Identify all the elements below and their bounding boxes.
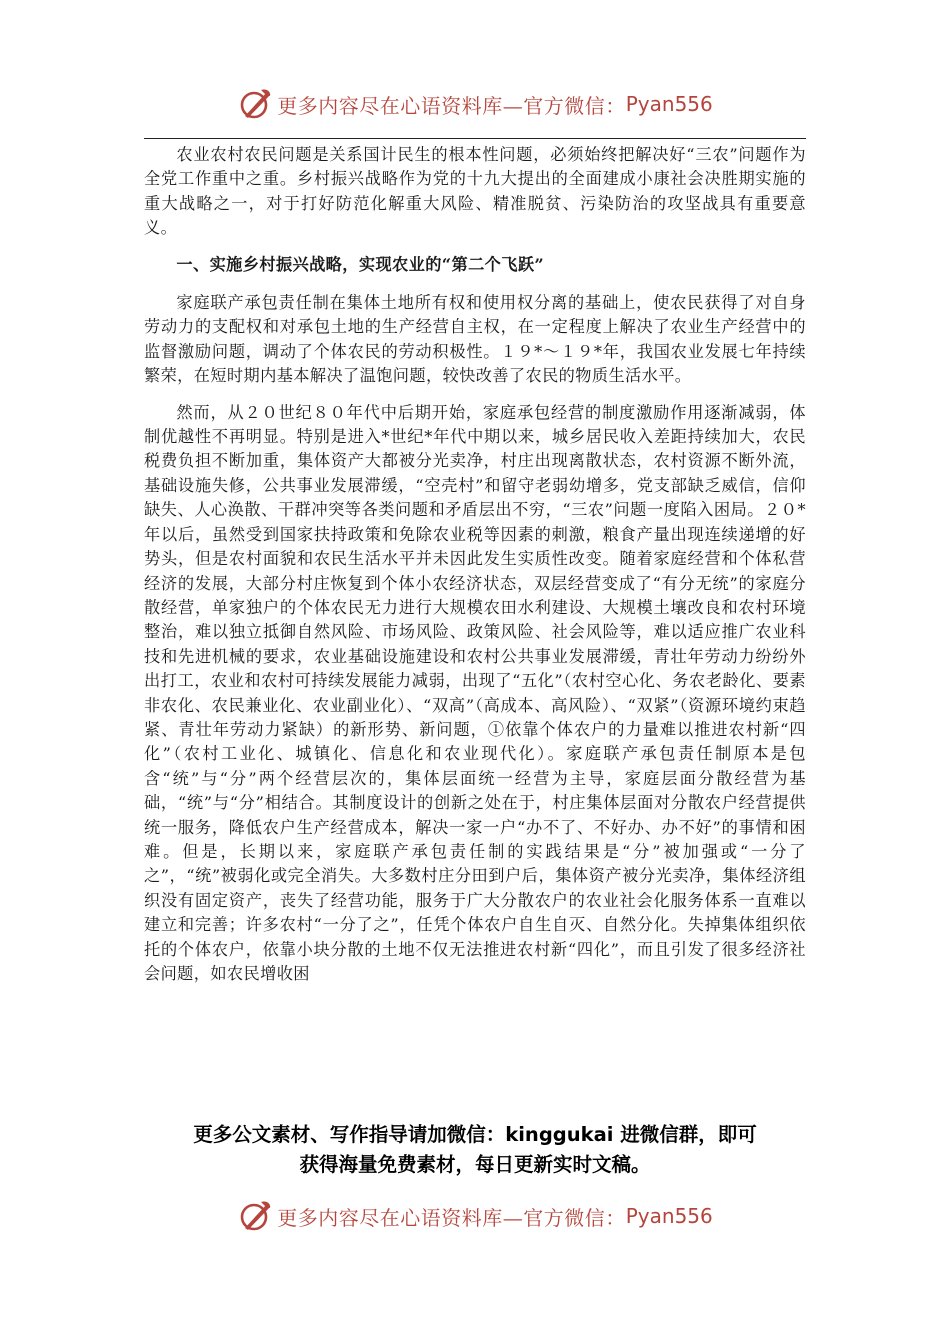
header-rule (144, 138, 806, 139)
section-heading: 一、实施乡村振兴战略，实现农业的“第二个飞跃” (176, 254, 545, 274)
footer-banner (0, 1196, 950, 1236)
banner-wechat-handle: Pyan556 (625, 1204, 713, 1228)
quill-pen-logo-icon (237, 1198, 273, 1234)
banner-text: 更多内容尽在心语资料库—官方微信： (277, 93, 626, 118)
promo-line-2: 获得海量免费素材，每日更新实时文稿。 (299, 1153, 651, 1176)
header-banner-content (237, 86, 713, 122)
banner-text: 更多内容尽在心语资料库—官方微信： (277, 1205, 626, 1230)
header-banner (0, 84, 950, 124)
quill-pen-logo-icon (237, 86, 273, 122)
intro-paragraph: 农业农村农民问题是关系国计民生的根本性问题，必须始终把解决好“三农”问题作为全党工作重中之重。乡村振兴战略作为党的十九大提出的全面建成小康社会决胜期实施的重大战略之一，对于打好防范化解重大风险、精准脱贫、污染防治的攻坚战具有重要意义。 (144, 145, 806, 238)
paragraph-1: 家庭联产承包责任制在集体土地所有权和使用权分离的基础上，使农民获得了对自身劳动力的支配权和对承包土地的生产经营自主权，在一定程度上解决了农业生产经营中的监督激励问题，调动了个体农民的劳动积极性。１９*～１９*年，我国农业发展七年持续繁荣，在短时期内基本解决了温饱问题，较快改善了农民的物质生活水平。 (144, 293, 806, 386)
footer-banner-content (237, 1198, 713, 1234)
paragraph-2: 然而，从２０世纪８０年代中后期开始，家庭承包经营的制度激励作用逐渐减弱，体制优越性不再明显。特别是进入*世纪*年代中期以来，城乡居民收入差距持续加大，农民税费负担不断加重，集体资产大都被分光卖净，村庄出现离散状态，农村资源不断外流，基础设施失修，公共事业发展滞缓，“空壳村”和留守老弱幼增多，党支部缺乏威信，信仰缺失、人心涣散、干群冲突等各类问题和矛盾层出不穷，“三农”问题一度陷入困局。２０*年以后，虽然受到国家扶持政策和免除农业税等因素的刺激，粮食产量出现连续递增的好势头，但是农村面貌和农民生活水平并未因此发生实质性改变。随着家庭经营和个体私营经济的发展，大部分村庄恢复到个体小农经济状态，双层经营变成了“有分无统”的家庭分散经营，单家独户的个体农民无力进行大规模农田水利建设、大规模土壤改良和农村环境整治，难以独立抵御自然风险、市场风险、政策风险、社会风险等，难以适应推广农业科技和先进机械的要求，农业基础设施建设和农村公共事业发展滞缓，青壮年劳动力纷纷外出打工，农业和农村可持续发展能力减弱，出现了“五化”（农村空心化、务农老龄化、要素非农化、农民兼业化、农业副业化）、“双高”（高成本、高风险）、“双紧”（资源环境约束趋紧、青壮年劳动力紧缺）的新形势、新问题，①依靠个体农户的力量难以推进农村新“四化”（农村工业化、城镇化、信息化和农业现代化）。家庭联产承包责任制原本是包含“统”与“分”两个经营层次的，集体层面统一经营为主导，家庭层面分散经营为基础，“统”与“分”相结合。其制度设计的创新之处在于，村庄集体层面对分散农户经营提供统一服务，降低农户生产经营成本，解决一家一户“办不了、不好办、办不好”的事情和困难。但是，长期以来，家庭联产承包责任制的实践结果是“分”被加强或“一分了之”，“统”被弱化或完全消失。大多数村庄分田到户后，集体资产被分光卖净，集体经济组织没有固定资产，丧失了经营功能，服务于广大分散农户的农业社会化服务体系一直难以建立和完善；许多农村“一分了之”，任凭个体农户自生自灭、自然分化。失掉集体组织依托的个体农户，依靠小块分散的土地不仅无法推进农村新“四化”，而且引发了很多经济社会问题，如农民增收困 (144, 402, 806, 983)
promo-line-1: 更多公文素材、写作指导请加微信：kinggukai 进微信群，即可 (193, 1123, 757, 1146)
banner-wechat-handle: Pyan556 (625, 92, 713, 116)
promo-notice (140, 1120, 810, 1180)
article-body (144, 143, 806, 998)
